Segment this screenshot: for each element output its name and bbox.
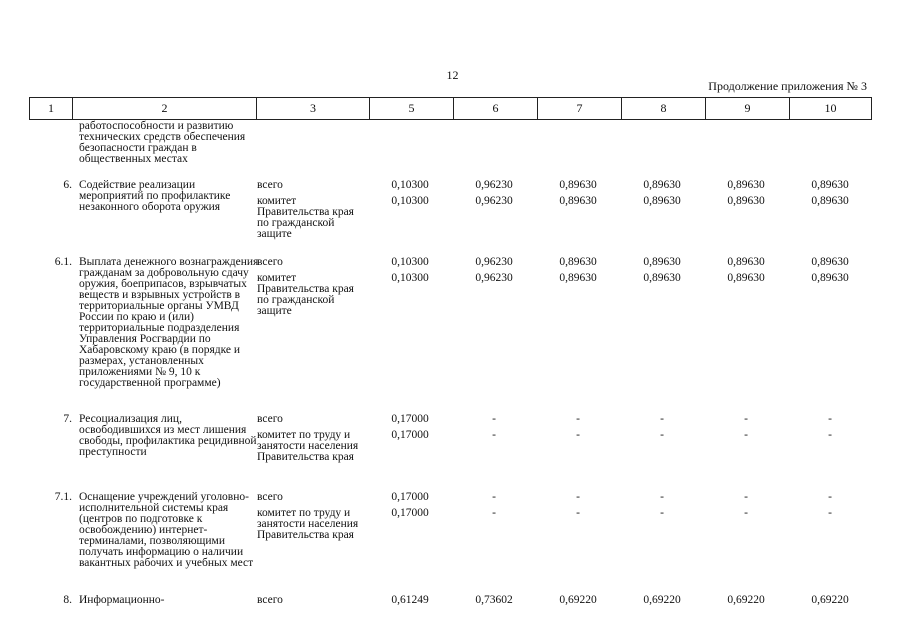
- value-col-9: [705, 492, 787, 524]
- value-col-7: [537, 492, 619, 524]
- value-cell: -: [576, 491, 580, 503]
- value-col-10: [789, 595, 871, 611]
- row-number: 7.: [63, 413, 72, 425]
- value-cell: 0,17000: [391, 429, 429, 441]
- row-executors: [257, 595, 367, 611]
- value-col-10: [789, 492, 871, 524]
- value-col-5: [369, 414, 451, 446]
- header-cell: 2: [73, 98, 257, 120]
- header-cell: 6: [454, 98, 538, 120]
- value-cell: 0,69220: [727, 594, 765, 606]
- value-col-10: [789, 180, 871, 212]
- row-executors: [257, 492, 367, 546]
- row-executors: [257, 180, 367, 245]
- value-col-5: [369, 595, 451, 611]
- value-cell: 0,17000: [391, 413, 429, 425]
- value-col-6: [453, 492, 535, 524]
- value-cell: 0,89630: [727, 179, 765, 191]
- value-cell: 0,69220: [559, 594, 597, 606]
- value-cell: -: [828, 413, 832, 425]
- value-cell: 0,89630: [643, 272, 681, 284]
- value-col-10: [789, 414, 871, 446]
- value-cell: 0,69220: [643, 594, 681, 606]
- executor-total: всего: [257, 594, 283, 606]
- value-cell: 0,89630: [727, 256, 765, 268]
- row-name: Оснащение учреждений уголовно-исполнительной системы края (центров по подготовке к освобождению) интернет-терминалами, позволяющими получать информацию о наличии вакантных рабочих и учебных мест: [79, 491, 254, 569]
- value-cell: 0,96230: [475, 195, 513, 207]
- row-number: 6.1.: [54, 256, 72, 268]
- header-cell: 9: [706, 98, 790, 120]
- row-executors: [257, 414, 367, 468]
- value-cell: 0,96230: [475, 179, 513, 191]
- header-cell: 8: [622, 98, 706, 120]
- header-cell: 7: [538, 98, 622, 120]
- value-cell: -: [660, 491, 664, 503]
- value-cell: 0,10300: [391, 195, 429, 207]
- executor-total: всего: [257, 256, 283, 268]
- value-cell: 0,17000: [391, 507, 429, 519]
- value-cell: 0,73602: [475, 594, 513, 606]
- value-cell: 0,89630: [811, 179, 849, 191]
- value-cell: 0,17000: [391, 491, 429, 503]
- executor-total: всего: [257, 413, 283, 425]
- value-cell: 0,89630: [811, 195, 849, 207]
- header-cell: 5: [370, 98, 454, 120]
- value-cell: -: [660, 429, 664, 441]
- value-cell: -: [576, 429, 580, 441]
- header-cell: 10: [790, 98, 872, 120]
- value-cell: -: [828, 429, 832, 441]
- page-number: 12: [446, 68, 459, 82]
- value-cell: 0,89630: [727, 272, 765, 284]
- value-col-8: [621, 492, 703, 524]
- value-col-8: [621, 595, 703, 611]
- value-col-5: [369, 492, 451, 524]
- value-cell: 0,89630: [727, 195, 765, 207]
- value-cell: 0,89630: [643, 195, 681, 207]
- row-name: Ресоциализация лиц, освободившихся из мест лишения свободы, профилактика рецидивной преступности: [79, 413, 257, 458]
- value-col-10: [789, 257, 871, 289]
- executor-total: всего: [257, 491, 283, 503]
- header-cell: 3: [257, 98, 370, 120]
- value-cell: -: [492, 429, 496, 441]
- value-cell: 0,96230: [475, 272, 513, 284]
- value-cell: 0,10300: [391, 272, 429, 284]
- executor-name: комитет Правительства края по гражданской защите: [257, 195, 354, 240]
- value-cell: 0,10300: [391, 256, 429, 268]
- value-col-6: [453, 414, 535, 446]
- row-name: работоспособности и развитию технических средств обеспечения безопасности граждан в общественных местах: [79, 120, 246, 165]
- value-cell: 0,89630: [811, 256, 849, 268]
- value-cell: -: [576, 507, 580, 519]
- value-cell: 0,69220: [811, 594, 849, 606]
- row-number: 7.1.: [54, 491, 72, 503]
- executor-total: всего: [257, 179, 283, 191]
- value-cell: -: [744, 429, 748, 441]
- value-col-9: [705, 257, 787, 289]
- value-cell: 0,89630: [559, 179, 597, 191]
- value-col-6: [453, 257, 535, 289]
- executor-name: комитет по труду и занятости населения Правительства края: [257, 507, 359, 541]
- value-cell: -: [744, 491, 748, 503]
- value-col-6: [453, 180, 535, 212]
- value-cell: 0,89630: [643, 179, 681, 191]
- value-col-7: [537, 257, 619, 289]
- value-cell: 0,10300: [391, 179, 429, 191]
- value-col-9: [705, 180, 787, 212]
- value-cell: -: [492, 413, 496, 425]
- value-col-7: [537, 180, 619, 212]
- row-number: 8.: [63, 594, 72, 606]
- executor-name: комитет Правительства края по гражданской защите: [257, 272, 354, 317]
- table-header: [29, 97, 872, 120]
- value-col-6: [453, 595, 535, 611]
- value-col-8: [621, 414, 703, 446]
- value-cell: 0,89630: [643, 256, 681, 268]
- executor-name: комитет по труду и занятости населения Правительства края: [257, 429, 359, 463]
- value-cell: 0,89630: [559, 272, 597, 284]
- value-col-9: [705, 595, 787, 611]
- value-cell: 0,89630: [811, 272, 849, 284]
- row-name: Содействие реализации мероприятий по профилактике незаконного оборота оружия: [79, 179, 231, 213]
- value-cell: -: [660, 507, 664, 519]
- value-cell: 0,61249: [391, 594, 429, 606]
- value-cell: -: [492, 507, 496, 519]
- value-col-8: [621, 180, 703, 212]
- row-executors: [257, 257, 367, 322]
- value-cell: 0,96230: [475, 256, 513, 268]
- value-cell: -: [744, 507, 748, 519]
- row-number: 6.: [63, 179, 72, 191]
- value-cell: 0,89630: [559, 195, 597, 207]
- value-col-8: [621, 257, 703, 289]
- value-col-9: [705, 414, 787, 446]
- row-name: Выплата денежного вознаграждения гражданам за добровольную сдачу оружия, боеприпасов, взрывчатых веществ и взрывных устройств в территориальные органы УМВД России по краю и (или) территориальные подразделения Управления Росгвардии по Хабаровскому краю (в порядке и размерах, установленных приложениями № 9, 10 к государственной программе): [79, 256, 259, 389]
- value-cell: -: [828, 491, 832, 503]
- value-cell: -: [576, 413, 580, 425]
- row-name: Информационно-: [79, 594, 165, 606]
- value-cell: 0,89630: [559, 256, 597, 268]
- value-col-5: [369, 180, 451, 212]
- value-col-5: [369, 257, 451, 289]
- value-cell: -: [492, 491, 496, 503]
- value-cell: -: [660, 413, 664, 425]
- continuation-label: Продолжение приложения № 3: [708, 79, 867, 93]
- value-col-7: [537, 414, 619, 446]
- value-col-7: [537, 595, 619, 611]
- value-cell: -: [744, 413, 748, 425]
- value-cell: -: [828, 507, 832, 519]
- header-cell: 1: [30, 98, 73, 120]
